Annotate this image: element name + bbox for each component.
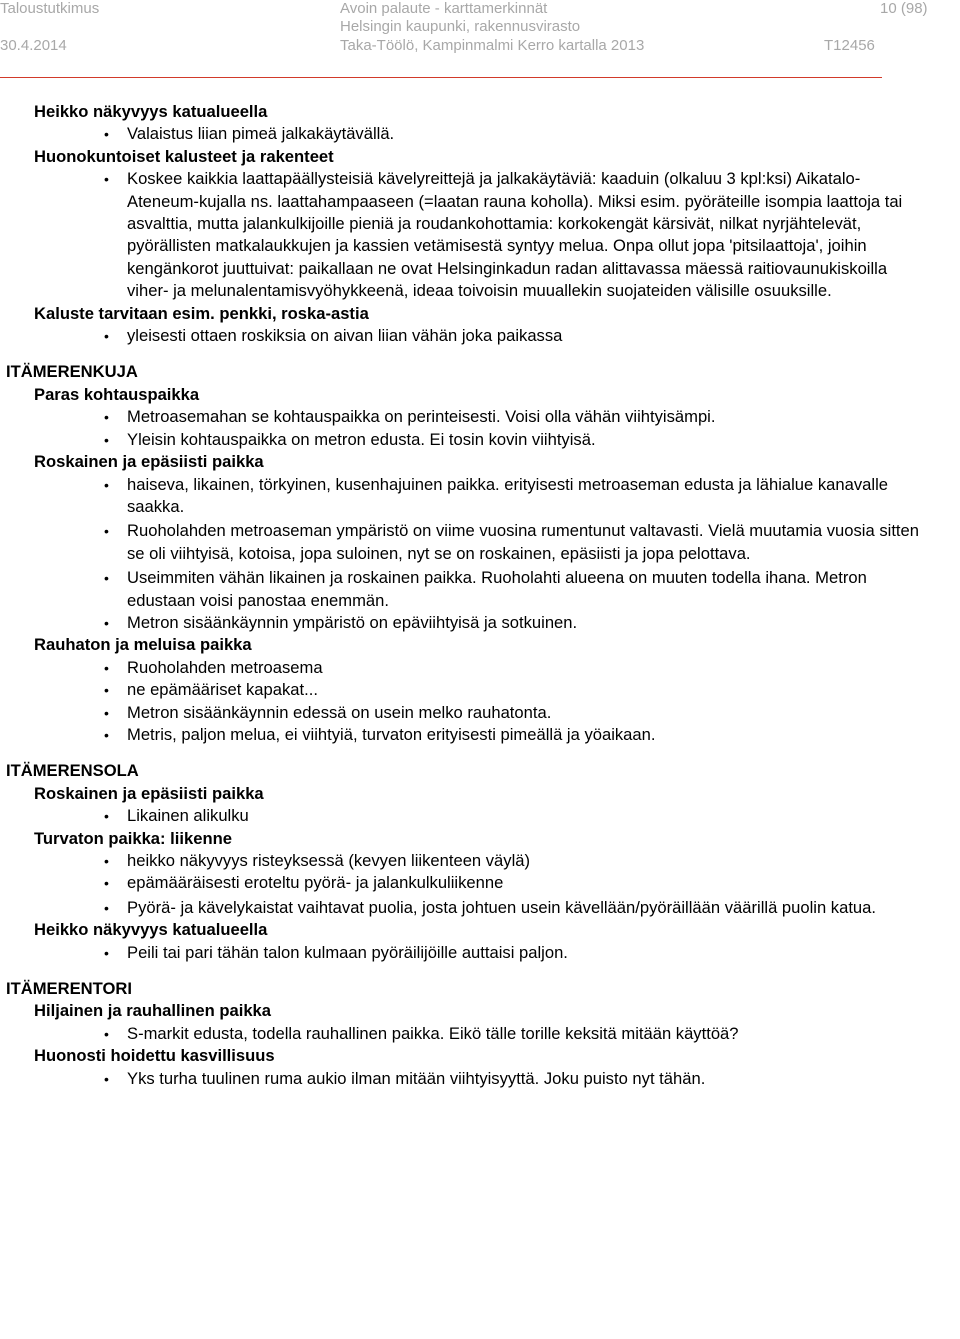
section-heading: ITÄMERENTORI <box>6 979 132 999</box>
header-date: 30.4.2014 <box>0 37 67 54</box>
list-item: • heikko näkyvyys risteyksessä (kevyen liikenteen väylä) <box>0 850 930 872</box>
bullet-list <box>0 1023 930 1045</box>
bullet-list <box>0 805 930 827</box>
bullet-list <box>0 168 930 302</box>
sub-heading: Rauhaton ja meluisa paikka <box>34 635 252 655</box>
bullet-list <box>0 850 930 919</box>
header-project: Taka-Töölö, Kampinmalmi Kerro kartalla 2013 <box>340 37 645 54</box>
list-item: • Peili tai pari tähän talon kulmaan pyöräilijöille auttaisi paljon. <box>0 942 930 964</box>
header-divider <box>0 77 882 78</box>
bullet-list <box>0 406 930 451</box>
list-item: • Yleisin kohtauspaikka on metron edusta. Ei tosin kovin viihtyisä. <box>0 429 930 451</box>
list-item: • Valaistus liian pimeä jalkakäytävällä. <box>0 123 930 145</box>
bullet-list <box>0 1068 930 1090</box>
section-heading: ITÄMERENSOLA <box>6 761 139 781</box>
list-item: • Pyörä- ja kävelykaistat vaihtavat puolia, josta johtuen usein kävellään/pyöräillään väärillä puolin katua. <box>0 897 930 919</box>
list-item: • ne epämääriset kapakat... <box>0 679 930 701</box>
bullet-list <box>0 474 930 635</box>
list-item: • Metron sisäänkäynnin edessä on usein melko rauhatonta. <box>0 702 930 724</box>
sub-heading: Heikko näkyvyys katualueella <box>34 920 268 940</box>
list-item: • yleisesti ottaen roskiksia on aivan liian vähän joka paikassa <box>0 325 930 347</box>
sub-heading: Hiljainen ja rauhallinen paikka <box>34 1001 272 1021</box>
section-heading: ITÄMERENKUJA <box>6 362 138 382</box>
header-code: T12456 <box>824 37 875 54</box>
sub-heading: Kaluste tarvitaan esim. penkki, roska-astia <box>34 303 369 323</box>
list-item: • epämääräisesti eroteltu pyörä- ja jalankulkuliikenne <box>0 872 930 894</box>
sub-heading: Huonokuntoiset kalusteet ja rakenteet <box>34 146 334 166</box>
bullet-list <box>0 325 930 347</box>
bullet-list <box>0 123 930 145</box>
sub-heading: Roskainen ja epäsiisti paikka <box>34 452 264 472</box>
list-item: • Yks turha tuulinen ruma aukio ilman mitään viihtyisyyttä. Joku puisto nyt tähän. <box>0 1068 930 1090</box>
header-page-number: 10 (98) <box>880 0 928 17</box>
list-item: • S-markit edusta, todella rauhallinen paikka. Eikö tälle torille keksitä mitään käyttöä? <box>0 1023 930 1045</box>
document-body <box>0 101 930 1090</box>
header-title: Avoin palaute - karttamerkinnät <box>340 0 548 17</box>
list-item: • Likainen alikulku <box>0 805 930 827</box>
sub-heading: Roskainen ja epäsiisti paikka <box>34 783 264 803</box>
list-item: • Metroasemahan se kohtauspaikka on perinteisesti. Voisi olla vähän viihtyisämpi. <box>0 406 930 428</box>
list-item: • Metris, paljon melua, ei viihtyiä, turvaton erityisesti pimeällä ja yöaikaan. <box>0 724 930 746</box>
sub-heading: Paras kohtauspaikka <box>34 384 200 404</box>
header-organization: Helsingin kaupunki, rakennusvirasto <box>340 18 581 35</box>
list-item: • Ruoholahden metroasema <box>0 657 930 679</box>
sub-heading: Turvaton paikka: liikenne <box>34 828 232 848</box>
bullet-list <box>0 942 930 964</box>
sub-heading: Heikko näkyvyys katualueella <box>34 102 268 121</box>
list-item: • Useimmiten vähän likainen ja roskainen paikka. Ruoholahti alueena on muuten todella ihana. Metron edustaan voisi panostaa enemmän. <box>0 567 930 612</box>
list-item: • Ruoholahden metroaseman ympäristö on viime vuosina rumentunut valtavasti. Vielä muutamia vuosia sitten se oli viihtyisä, kotoisa, jopa suloinen, nyt se on roskainen, epäsiisti ja jopa pelottava. <box>0 520 930 565</box>
sub-heading: Huonosti hoidettu kasvillisuus <box>34 1046 275 1066</box>
list-item: • Metron sisäänkäynnin ympäristö on epäviihtyisä ja sotkuinen. <box>0 612 930 634</box>
list-item: • Koskee kaikkia laattapäällysteisiä kävelyreittejä ja jalkakäytäviä: kaaduin (olkaluu 3 kpl:ksi) Aikatalo-Ateneum-kujalla ns. laattahampaaseen (=laatan rauna koholla). Miksi esim. pyöräteille isompia laattoja tai asvalttia, mutta jalankulkijoille pieniä ja roudankohottamia: korkokengät kärsivät, nilkat nyrjähtelevät, pyörällisten matkalaukkujen ja kassien vetämisestä syntyy melua. Onpa ollut jopa 'pitsilaattoja', joihin kengänkorot juuttuivat: paikallaan ne ovat Helsinginkadun radan alittavassa mäessä raitiovaunukiskoilla viher- ja melunalentamisvyöhykkeenä, ideaa toivoisin muuallekin suojateiden välisille osuuksille. <box>0 168 930 302</box>
header-doc-type: Taloustutkimus <box>0 0 100 17</box>
bullet-list <box>0 657 930 747</box>
list-item: • haiseva, likainen, törkyinen, kusenhajuinen paikka. erityisesti metroaseman edusta ja lähialue kanavalle saakka. <box>0 474 930 519</box>
